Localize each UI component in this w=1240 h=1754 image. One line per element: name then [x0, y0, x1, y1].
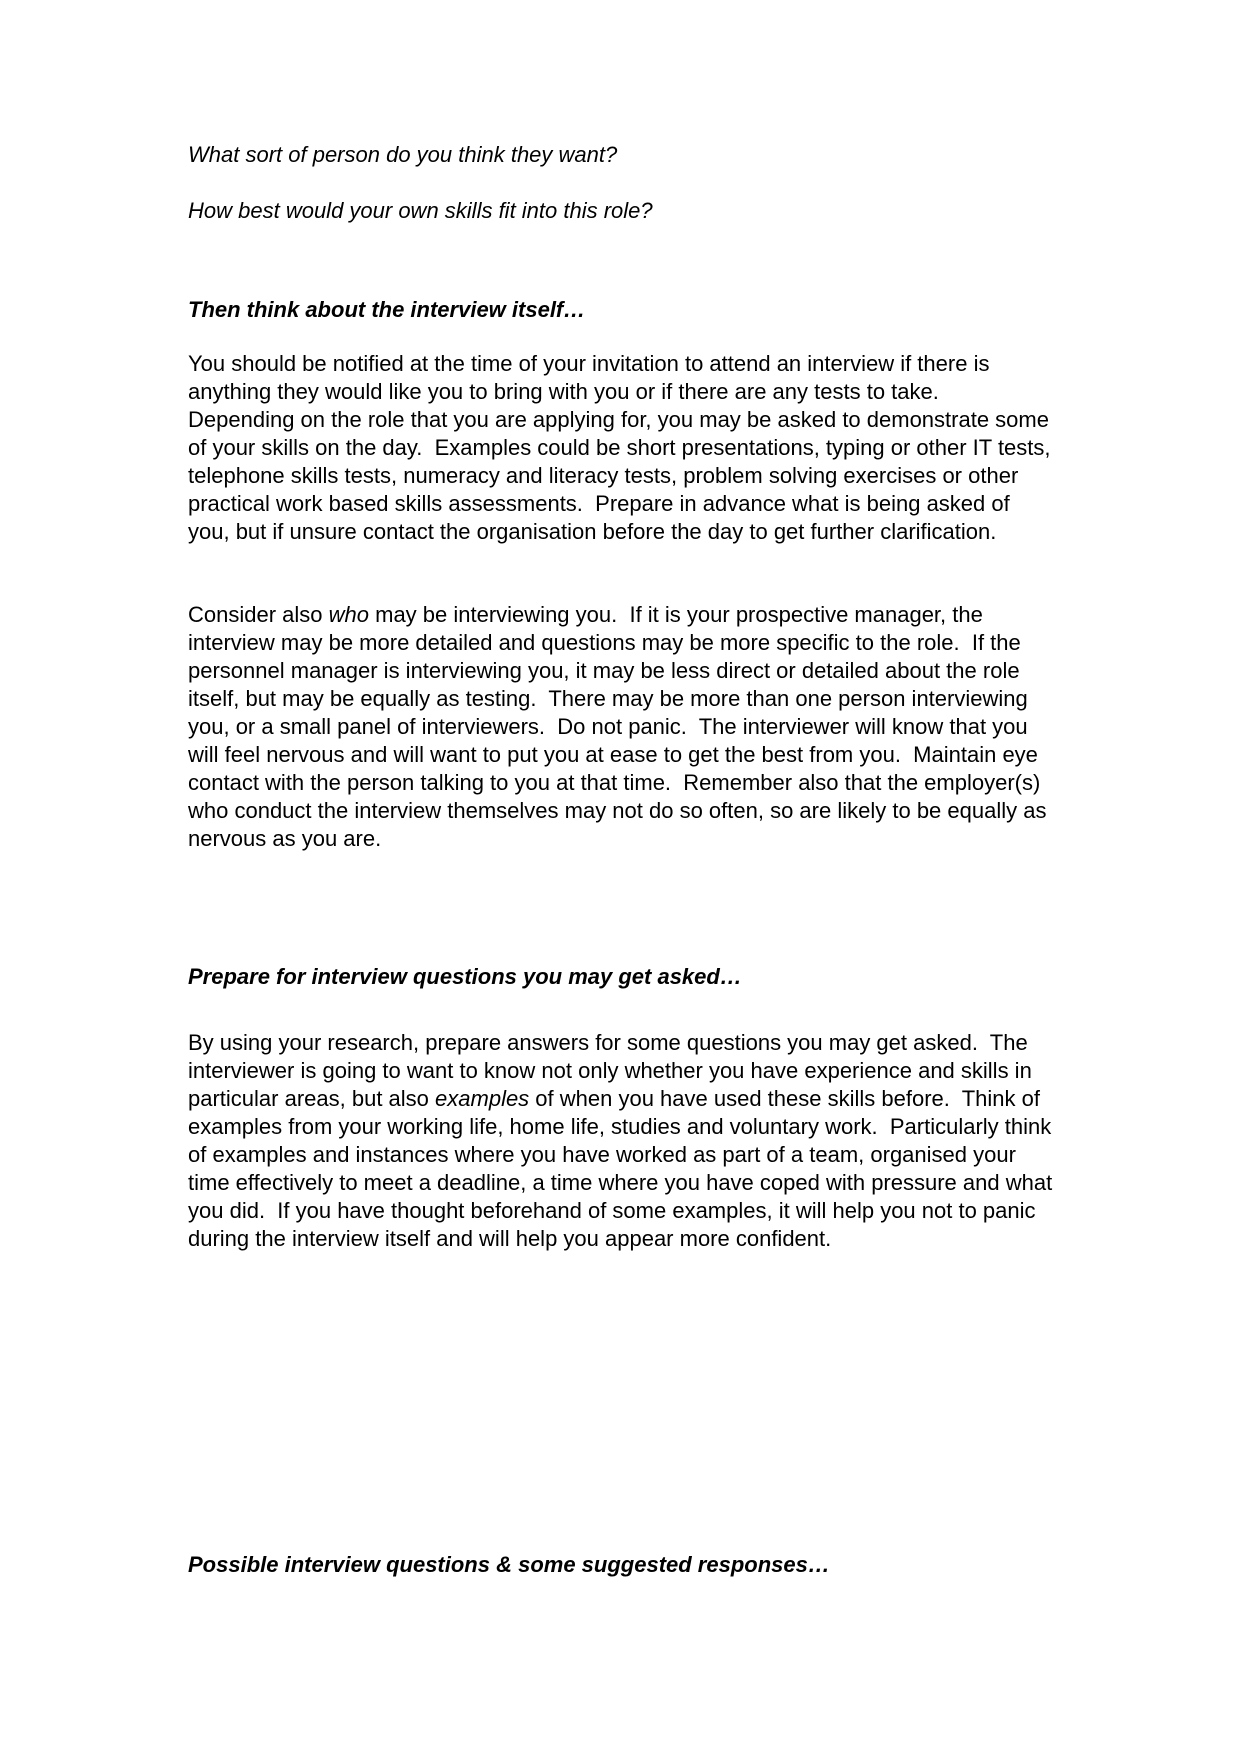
- emphasized-word: examples: [435, 1086, 530, 1111]
- question-line-1: What sort of person do you think they want?: [188, 142, 618, 167]
- paragraph-consider: [188, 601, 1053, 853]
- section-heading-possible: Possible interview questions & some suggested responses…: [188, 1552, 830, 1577]
- paragraph-notified: You should be notified at the time of your invitation to attend an interview if there is anything they would like you to bring with you or if there are any tests to take. Depending on the role that you are applying for, you may be asked to demonstrate some of your skills on the day. Examples could be short presentations, typing or other IT tests, telephone skills tests, numeracy and literacy tests, problem solving exercises or other practical work based skills assessments. Prepare in advance what is being asked of you, but if unsure contact the organisation before the day to get further clarification.: [188, 351, 1057, 544]
- emphasized-word: who: [328, 602, 369, 627]
- text-segment: of when you have used these skills before. Think of examples from your working life, home life, studies and voluntary work. Particularly think of examples and instances where you have worked as part of a team, organised your time effectively to meet a deadline, a time where you have coped with pressure and what you did. If you have thought beforehand of some examples, it will help you not to panic during the interview itself and will help you appear more confident.: [188, 1086, 1059, 1251]
- question-line-2: How best would your own skills fit into this role?: [188, 198, 653, 223]
- text-segment: By using your research, prepare answers for some questions you may get asked. The interviewer is going to want to know not only whether you have experience and skills in particular areas, but also: [188, 1030, 1038, 1111]
- section-heading-interview: Then think about the interview itself…: [188, 297, 586, 322]
- section-heading-prepare: Prepare for interview questions you may get asked…: [188, 964, 742, 989]
- paragraph-research: [188, 1029, 1059, 1253]
- text-segment: may be interviewing you. If it is your prospective manager, the interview may be more detailed and questions may be more specific to the role. If the personnel manager is interviewing you, it may be less direct or detailed about the role itself, but may be equally as testing. There may be more than one person interviewing you, or a small panel of interviewers. Do not panic. The interviewer will know that you will feel nervous and will want to put you at ease to get the best from you. Maintain eye contact with the person talking to you at that time. Remember also that the employer(s) who conduct the interview themselves may not do so often, so are likely to be equally as nervous as you are.: [188, 602, 1053, 851]
- text-segment: Consider also: [188, 602, 329, 627]
